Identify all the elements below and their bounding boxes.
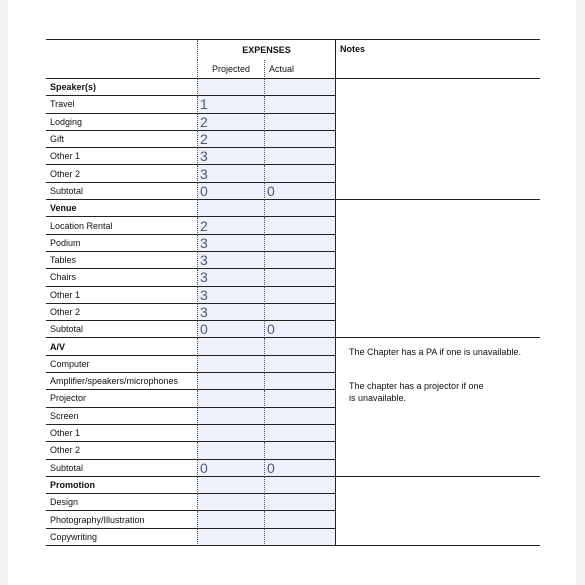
row-label: Photography/Illustration	[46, 511, 197, 528]
actual-cell[interactable]	[264, 304, 335, 321]
actual-cell[interactable]	[264, 269, 335, 286]
notes-header: Notes	[335, 40, 540, 79]
actual-cell[interactable]	[264, 165, 335, 182]
section-title: Venue	[46, 200, 197, 217]
projected-header: Projected	[197, 60, 264, 79]
row-label: Other 1	[46, 287, 197, 304]
projected-cell[interactable]	[197, 373, 264, 390]
projected-cell[interactable]	[197, 511, 264, 528]
actual-cell[interactable]	[264, 114, 335, 131]
actual-cell[interactable]	[264, 408, 335, 425]
row-label: Screen	[46, 408, 197, 425]
row-label: Lodging	[46, 114, 197, 131]
actual-cell[interactable]	[264, 477, 335, 494]
projected-cell[interactable]: 3	[197, 148, 264, 165]
actual-cell[interactable]	[264, 131, 335, 148]
actual-cell[interactable]	[264, 148, 335, 165]
projected-cell[interactable]	[197, 408, 264, 425]
notes-area[interactable]	[335, 200, 540, 338]
row-label: Podium	[46, 235, 197, 252]
actual-cell[interactable]	[264, 235, 335, 252]
actual-cell[interactable]	[264, 252, 335, 269]
projected-cell[interactable]: 3	[197, 287, 264, 304]
section-title: Speaker(s)	[46, 79, 197, 96]
projected-cell[interactable]: 0	[197, 321, 264, 338]
notes-area[interactable]	[335, 338, 540, 476]
expenses-table	[46, 39, 540, 546]
projected-cell[interactable]: 3	[197, 269, 264, 286]
av-note-projector: The chapter has a projector if one is unavailable.	[349, 381, 484, 404]
actual-cell[interactable]	[264, 287, 335, 304]
row-label: Other 1	[46, 148, 197, 165]
document-page	[8, 0, 576, 585]
row-label: Other 2	[46, 442, 197, 459]
actual-cell[interactable]	[264, 529, 335, 546]
row-label: Computer	[46, 356, 197, 373]
projected-cell[interactable]	[197, 425, 264, 442]
row-label: Copywriting	[46, 529, 197, 546]
actual-cell[interactable]: 0	[264, 460, 335, 477]
row-label: Travel	[46, 96, 197, 113]
projected-cell[interactable]	[197, 79, 264, 96]
actual-cell[interactable]	[264, 200, 335, 217]
row-label: Other 2	[46, 304, 197, 321]
projected-cell[interactable]: 2	[197, 131, 264, 148]
row-label: Amplifier/speakers/microphones	[46, 373, 197, 390]
actual-cell[interactable]	[264, 79, 335, 96]
actual-cell[interactable]	[264, 338, 335, 355]
projected-cell[interactable]	[197, 529, 264, 546]
projected-cell[interactable]	[197, 494, 264, 511]
projected-cell[interactable]	[197, 338, 264, 355]
projected-cell[interactable]: 0	[197, 460, 264, 477]
row-label: Other 2	[46, 165, 197, 182]
header-blank-cell	[46, 40, 197, 79]
av-note-pa: The Chapter has a PA if one is unavailable.	[349, 347, 521, 358]
projected-cell[interactable]: 1	[197, 96, 264, 113]
projected-cell[interactable]: 3	[197, 235, 264, 252]
projected-cell[interactable]	[197, 442, 264, 459]
actual-cell[interactable]	[264, 217, 335, 234]
notes-area[interactable]	[335, 477, 540, 546]
row-label: Gift	[46, 131, 197, 148]
actual-cell[interactable]	[264, 96, 335, 113]
row-label: Tables	[46, 252, 197, 269]
row-label: Subtotal	[46, 183, 197, 200]
projected-cell[interactable]	[197, 477, 264, 494]
row-label: Projector	[46, 390, 197, 407]
actual-cell[interactable]: 0	[264, 321, 335, 338]
actual-cell[interactable]: 0	[264, 183, 335, 200]
section-title: A/V	[46, 338, 197, 355]
projected-cell[interactable]: 3	[197, 165, 264, 182]
row-label: Design	[46, 494, 197, 511]
actual-cell[interactable]	[264, 373, 335, 390]
projected-cell[interactable]: 3	[197, 304, 264, 321]
actual-header: Actual	[264, 60, 335, 79]
section-title: Promotion	[46, 477, 197, 494]
actual-cell[interactable]	[264, 356, 335, 373]
row-label: Location Rental	[46, 217, 197, 234]
actual-cell[interactable]	[264, 425, 335, 442]
actual-cell[interactable]	[264, 442, 335, 459]
projected-cell[interactable]	[197, 390, 264, 407]
actual-cell[interactable]	[264, 390, 335, 407]
projected-cell[interactable]: 2	[197, 114, 264, 131]
row-label: Subtotal	[46, 321, 197, 338]
projected-cell[interactable]: 0	[197, 183, 264, 200]
row-label: Chairs	[46, 269, 197, 286]
projected-cell[interactable]	[197, 200, 264, 217]
actual-cell[interactable]	[264, 511, 335, 528]
notes-area[interactable]	[335, 79, 540, 200]
projected-cell[interactable]	[197, 356, 264, 373]
expenses-header: EXPENSES	[197, 40, 335, 60]
row-label: Subtotal	[46, 460, 197, 477]
actual-cell[interactable]	[264, 494, 335, 511]
projected-cell[interactable]: 2	[197, 217, 264, 234]
projected-cell[interactable]: 3	[197, 252, 264, 269]
row-label: Other 1	[46, 425, 197, 442]
